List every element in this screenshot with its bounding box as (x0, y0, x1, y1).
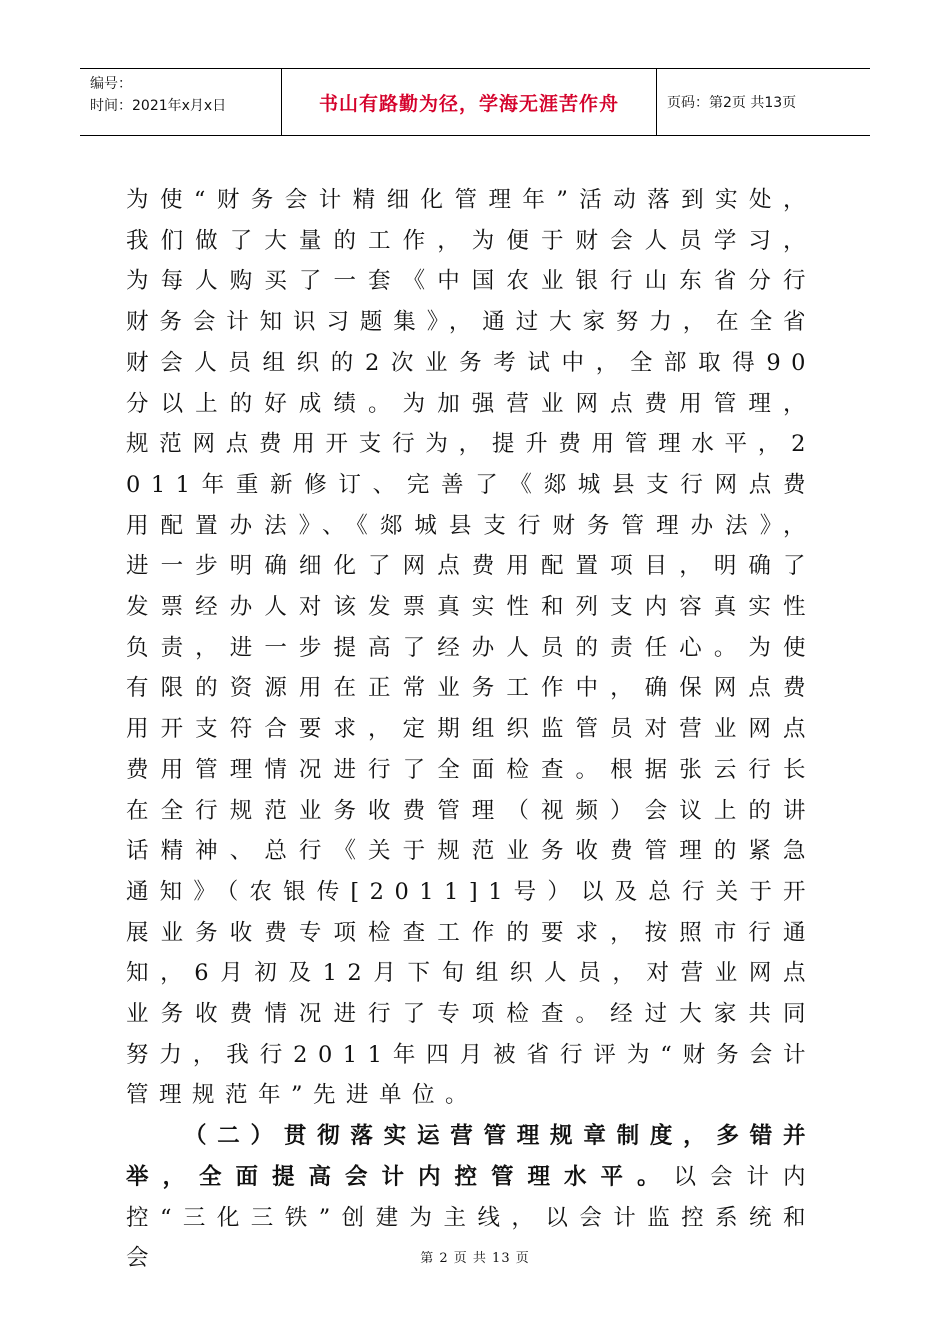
header-page-info-cell (657, 69, 870, 135)
page-footer: 第 2 页 共 13 页 (420, 1251, 530, 1266)
section-text: 以会计内控“三化三铁”创建为主线，以会计监控系统和会 (126, 1163, 816, 1272)
body-paragraph-1: 为使“财务会计精细化管理年”活动落到实处，我们做了大量的工作，为便于财会人员学习，为每人购买了一套《中国农业银行山东省分行财务会计知识习题集》，通过大家努力，在全省财会人员组织的2次业务考试中，全部取得90分以上的好成绩。为加强营业网点费用管理，规范网点费用开支行为，提升费用管理水平，2011年重新修订、完善了《郯城县支行网点费用配置办法》、《郯城县支行财务管理办法》，进一步明确细化了网点费用配置项目，明确了发票经办人对该发票真实性和列支内容真实性负责，进一步提高了经办人员的责任心。为使有限的资源用在正常业务工作中，确保网点费用开支符合要求，定期组织监管员对营业网点费用管理情况进行了全面检查。根据张云行长在全行规范业务收费管理（视频）会议上的讲话精神、总行《关于规范业务收费管理的紧急通知》（农银传[2011]1号）以及总行关于开展业务收费专项检查工作的要求，按照市行通知，6月初及12月下旬组织人员，对营业网点业务收费情况进行了专项检查。经过大家共同努力，我行2011年四月被省行评为“财务会计管理规范年”先进单位。 (126, 187, 816, 1109)
document-date: 时间：2021年x月x日 (90, 98, 227, 114)
header-page-info: 页码：第2页 共13页 (667, 95, 797, 111)
page-header (80, 68, 870, 136)
header-meta (80, 69, 282, 135)
document-number-label: 编号： (90, 76, 132, 92)
section-heading: （二）贯彻落实运营管理规章制度，多错并举，全面提高会计内控管理水平。 (126, 1123, 816, 1190)
header-motto-cell (282, 69, 657, 135)
document-body (126, 180, 816, 1279)
header-motto: 书山有路勤为径，学海无涯苦作舟 (318, 92, 619, 115)
